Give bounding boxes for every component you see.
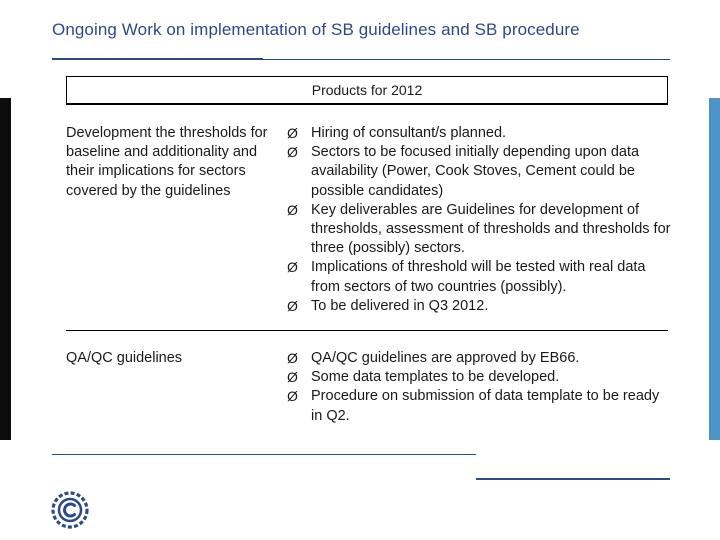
arrow-bullet-icon: Ø [287, 388, 298, 405]
row-label: QA/QC guidelines [66, 350, 183, 366]
list-item [287, 143, 672, 201]
arrow-bullet-icon: Ø [287, 259, 298, 276]
arrow-bullet-icon: Ø [287, 125, 298, 141]
item-text: Implications of threshold will be tested with real data from sectors of two countries (possibly). [311, 259, 646, 295]
products-table [66, 76, 671, 442]
item-text: Some data templates to be developed. [311, 369, 560, 386]
unfccc-logo-icon [50, 490, 90, 530]
footer-rule-thick [476, 478, 670, 480]
item-text: Procedure on submission of data template to be ready in Q2. [311, 388, 660, 424]
arrow-bullet-icon: Ø [287, 297, 298, 314]
list-item [287, 201, 672, 259]
item-text: QA/QC guidelines are approved by EB66. [311, 350, 580, 366]
footer-rule-thin [52, 454, 476, 455]
arrow-bullet-icon: Ø [287, 201, 298, 218]
list-item [287, 297, 672, 316]
title-underline-thick [52, 58, 263, 60]
table-header: Products for 2012 [66, 76, 668, 104]
left-decor-bar [0, 98, 11, 440]
row-label: Development the thresholds for baseline and additionality and their implications for sectors covered by the guidelines [66, 125, 268, 199]
list-item [287, 387, 672, 425]
row-items [287, 349, 672, 426]
page-title: Ongoing Work on implementation of SB guidelines and SB procedure [52, 20, 580, 39]
item-text: Sectors to be focused initially depending upon data availability (Power, Cook Stoves, Cement could be possible candidates) [311, 144, 640, 199]
arrow-bullet-icon: Ø [287, 369, 298, 386]
row-items [287, 124, 672, 316]
title-underline-thin [263, 59, 670, 60]
arrow-bullet-icon: Ø [287, 350, 298, 366]
item-text: To be delivered in Q3 2012. [311, 297, 489, 314]
list-item [287, 124, 672, 143]
table-header-divider [66, 103, 668, 105]
item-text: Hiring of consultant/s planned. [311, 125, 507, 141]
list-item [287, 258, 672, 296]
right-decor-bar [709, 98, 720, 440]
list-item [287, 349, 672, 368]
list-item [287, 368, 672, 387]
item-text: Key deliverables are Guidelines for development of thresholds, assessment of thresholds and thresholds for three (possibly) sectors. [311, 201, 671, 257]
row-divider [66, 330, 668, 331]
arrow-bullet-icon: Ø [287, 144, 298, 161]
